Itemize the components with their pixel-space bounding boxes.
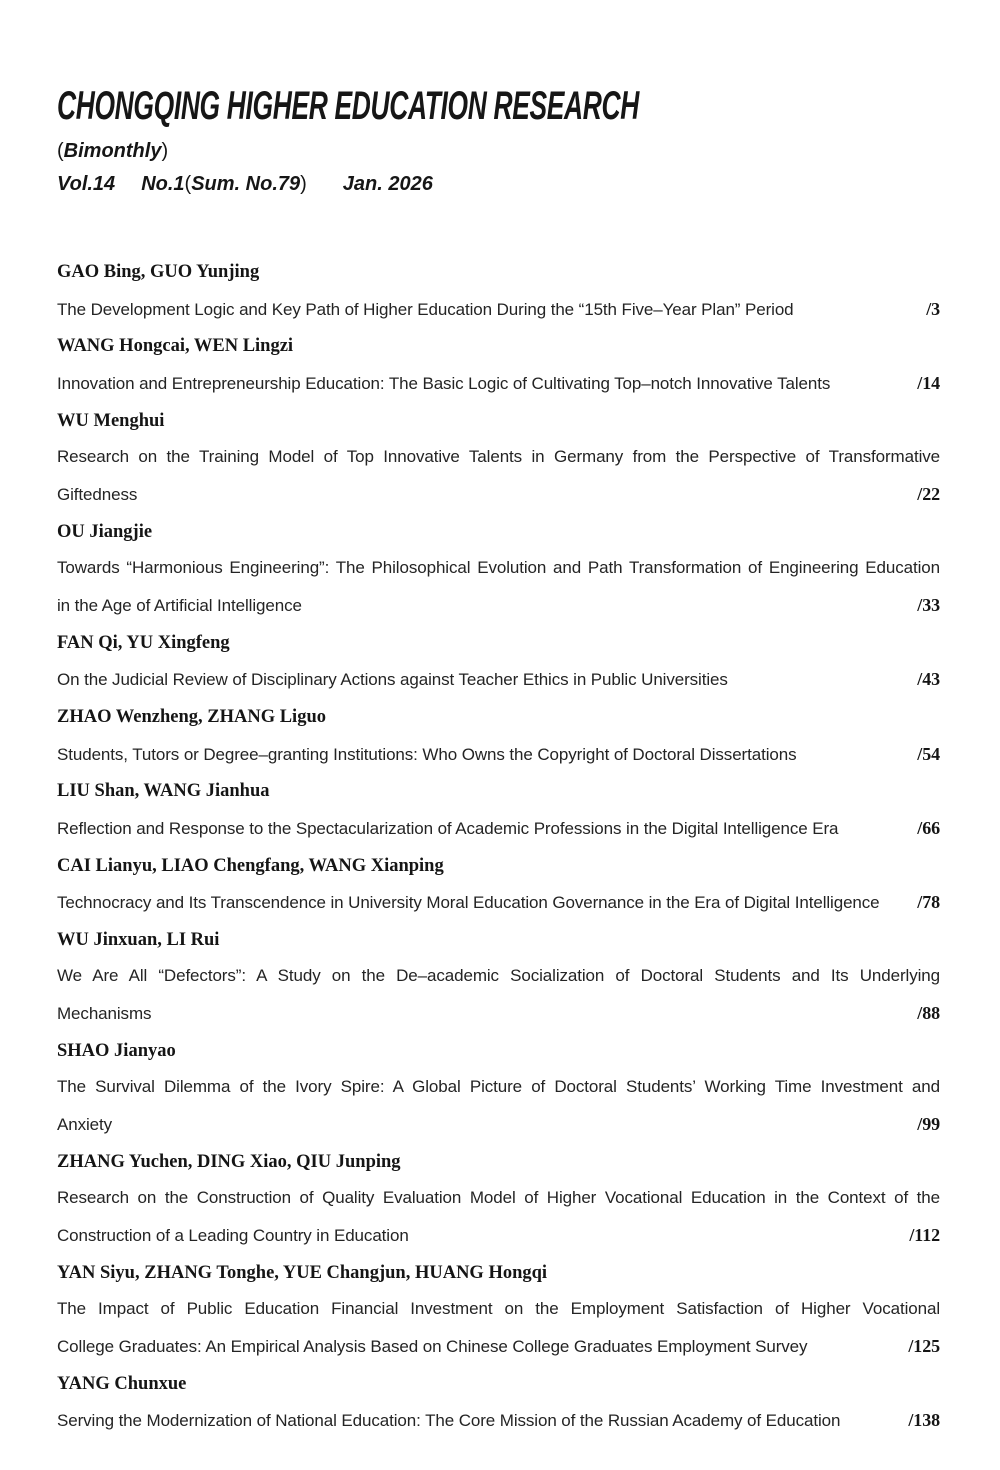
title-line	[57, 736, 940, 774]
title-text: Reflection and Response to the Spectacularization of Academic Professions in the Digital Intelligence Era	[57, 818, 839, 838]
title-line	[57, 1402, 940, 1440]
title-line	[57, 1106, 940, 1144]
title-text: Towards “Harmonious Engineering”: The Philosophical Evolution and Path Transformation of Engineering Education	[57, 558, 940, 578]
author-line: FAN Qi, YU Xingfeng	[57, 632, 230, 653]
author-line: ZHAO Wenzheng, ZHANG Liguo	[57, 706, 326, 727]
title-line	[57, 1069, 940, 1106]
author-line: SHAO Jianyao	[57, 1040, 176, 1061]
page-number: /125	[908, 1336, 940, 1357]
page-number: /78	[917, 892, 940, 913]
toc-entry	[57, 1144, 940, 1255]
issue-no: No.1	[141, 173, 185, 195]
title-line	[57, 1291, 940, 1328]
title-text: Giftedness	[57, 484, 138, 504]
title-text: The Development Logic and Key Path of Higher Education During the “15th Five–Year Plan” Period	[57, 299, 794, 319]
title-text: Students, Tutors or Degree–granting Institutions: Who Owns the Copyright of Doctoral Dissertations	[57, 744, 797, 764]
title-line	[57, 476, 940, 514]
title-text: On the Judicial Review of Disciplinary Actions against Teacher Ethics in Public Universities	[57, 670, 728, 690]
title-text: Innovation and Entrepreneurship Education: The Basic Logic of Cultivating Top–notch Innovative Talents	[57, 373, 831, 393]
toc-entry	[57, 922, 940, 1033]
page-number: /112	[909, 1225, 940, 1246]
issue-date: Jan. 2026	[342, 173, 433, 195]
title-line	[57, 810, 940, 848]
page-number: /99	[917, 1114, 940, 1135]
toc-entry	[57, 773, 940, 847]
title-text: Research on the Training Model of Top Innovative Talents in Germany from the Perspective of Transformative	[57, 447, 940, 467]
toc-entry	[57, 699, 940, 773]
sum-paren-open: (	[184, 173, 192, 195]
author-line: OU Jiangjie	[57, 521, 153, 542]
author-line: WU Jinxuan, LI Rui	[57, 929, 220, 950]
title-text: in the Age of Artificial Intelligence	[57, 595, 302, 615]
title-line	[57, 291, 940, 329]
title-text: The Impact of Public Education Financial Investment on the Employment Satisfaction of Higher Vocational	[57, 1299, 940, 1319]
frequency-paren-open: (	[57, 140, 64, 162]
title-text: The Survival Dilemma of the Ivory Spire: A Global Picture of Doctoral Students’ Working Time Investment and	[57, 1077, 940, 1097]
sum-paren-close: )	[300, 173, 307, 195]
author-line: WANG Hongcai, WEN Lingzi	[57, 336, 294, 357]
title-line	[57, 1328, 940, 1366]
author-line: ZHANG Yuchen, DING Xiao, QIU Junping	[57, 1151, 401, 1172]
frequency-line	[57, 140, 168, 163]
page-number: /3	[926, 298, 940, 319]
page-number: /33	[917, 594, 940, 615]
author-line: GAO Bing, GUO Yunjing	[57, 262, 260, 282]
author-line: YAN Siyu, ZHANG Tonghe, YUE Changjun, HUANG Hongqi	[57, 1262, 548, 1283]
toc-list	[57, 254, 940, 1440]
toc-entry	[57, 514, 940, 625]
toc-entry	[57, 254, 940, 328]
title-text: Mechanisms	[57, 1004, 152, 1024]
page-number: /22	[917, 483, 940, 504]
title-line	[57, 995, 940, 1033]
title-line	[57, 1217, 940, 1255]
toc-entry	[57, 625, 940, 699]
title-line	[57, 958, 940, 995]
page-number: /66	[917, 817, 940, 838]
title-text: Technocracy and Its Transcendence in University Moral Education Governance in the Era of Digital Intelligence	[57, 893, 880, 913]
toc-entry	[57, 1366, 940, 1440]
page-number: /54	[917, 743, 940, 764]
title-line	[57, 661, 940, 699]
title-line	[57, 587, 940, 625]
title-text: Construction of a Leading Country in Education	[57, 1226, 409, 1246]
page-number: /88	[917, 1003, 940, 1024]
page-number: /138	[908, 1410, 940, 1431]
journal-title: CHONGQING HIGHER EDUCATION RESEARCH	[57, 84, 639, 128]
issue-line	[57, 173, 433, 196]
author-line: CAI Lianyu, LIAO Chengfang, WANG Xianping	[57, 855, 444, 876]
title-text: Serving the Modernization of National Education: The Core Mission of the Russian Academy of Education	[57, 1411, 841, 1431]
title-text: Research on the Construction of Quality Evaluation Model of Higher Vocational Education in the Context of the	[57, 1188, 940, 1208]
title-line	[57, 365, 940, 403]
toc-entry	[57, 1033, 940, 1144]
toc-entry	[57, 848, 940, 922]
author-line: WU Menghui	[57, 410, 165, 431]
title-text: College Graduates: An Empirical Analysis Based on Chinese College Graduates Employment Survey	[57, 1337, 808, 1357]
toc-entry	[57, 403, 940, 514]
page-number: /14	[917, 372, 940, 393]
title-line	[57, 550, 940, 587]
frequency-word: Bimonthly	[63, 140, 162, 162]
author-line: YANG Chunxue	[57, 1373, 187, 1394]
toc-entry	[57, 1255, 940, 1366]
title-line	[57, 884, 940, 922]
title-text: Anxiety	[57, 1115, 113, 1135]
title-line	[57, 1180, 940, 1217]
toc-entry	[57, 328, 940, 402]
title-line	[57, 439, 940, 476]
page-number: /43	[917, 669, 940, 690]
volume-label: Vol.14	[57, 173, 116, 195]
author-line: LIU Shan, WANG Jianhua	[57, 781, 270, 802]
frequency-paren-close: )	[161, 140, 169, 162]
masthead	[57, 84, 957, 224]
sum-number: Sum. No.79	[191, 173, 301, 195]
issue-number	[141, 173, 307, 195]
title-text: We Are All “Defectors”: A Study on the De–academic Socialization of Doctoral Students and Its Underlying	[57, 966, 940, 986]
